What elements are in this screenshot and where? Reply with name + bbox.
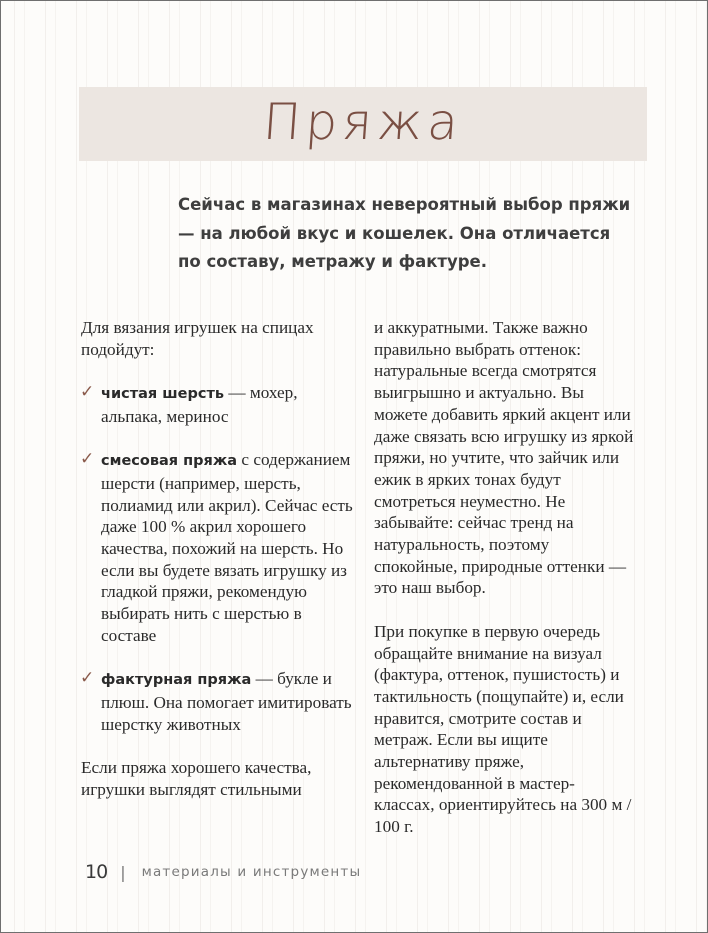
item-text: — букле и плюш. Она помогает имитировать шерстку животных — [101, 669, 352, 734]
checkmark-icon: ✓ — [80, 449, 95, 470]
page-number: 10 — [85, 861, 108, 883]
list-item-pure-wool — [81, 382, 353, 427]
right-column — [374, 317, 634, 838]
checkmark-icon: ✓ — [80, 668, 95, 689]
outro-text: Если пряжа хорошего качества, игрушки выглядят стильными — [81, 758, 312, 799]
lead-paragraph: Сейчас в магазинах невероятный выбор пряжи — на любой вкус и кошелек. Она отличается по составу, метражу и фактуре. — [178, 195, 631, 271]
list-item-textured-yarn — [81, 668, 353, 735]
term-textured-yarn: фактурная пряжа — [101, 672, 252, 689]
page-title: Пряжа — [261, 93, 466, 151]
intro-text: Для вязания игрушек на спицах подойдут: — [81, 318, 314, 359]
section-name: материалы и инструменты — [141, 864, 362, 880]
right-paragraph-1: и аккуратными. Также важно правильно выбрать оттенок: натуральные всегда смотрятся выигрышно и актуально. Вы можете добавить яркий акцент или даже связать всю игрушку из яркой пряжи, но учтите, что зайчик или ежик в ярких тонах будут смотреться неуместно. Не забывайте: сейчас тренд на натуральность, поэтому спокойные, природные оттенки — это наш выбор. — [374, 318, 634, 598]
right-paragraph-2: При покупке в первую очередь обращайте внимание на визуал (фактура, оттенок, пушистость) и тактильность (пощупайте) и, если нравится, смотрите состав и метраж. Если вы ищите альтернативу пряже, рекомендованной в мастер-классах, ориентируйтесь на 300 м / 100 г. — [374, 621, 632, 837]
list-item-blended-yarn — [81, 449, 353, 646]
item-text: с содержанием шерсти (например, шерсть, полиамид или акрил). Сейчас есть даже 100 % акрил хорошего качества, похожий на шерсть. Но если вы будете вязать игрушку из гладкой пряжи, рекомендую выбирать нить с шерстью в составе — [101, 450, 353, 645]
page-footer — [85, 861, 361, 883]
left-column — [81, 317, 353, 800]
footer-separator: | — [120, 862, 126, 882]
term-blended-yarn: смесовая пряжа — [101, 453, 238, 470]
term-pure-wool: чистая шерсть — [101, 386, 225, 403]
item-text: — мохер, альпака, меринос — [101, 383, 298, 426]
title-band — [79, 87, 647, 161]
checkmark-icon: ✓ — [80, 382, 95, 403]
